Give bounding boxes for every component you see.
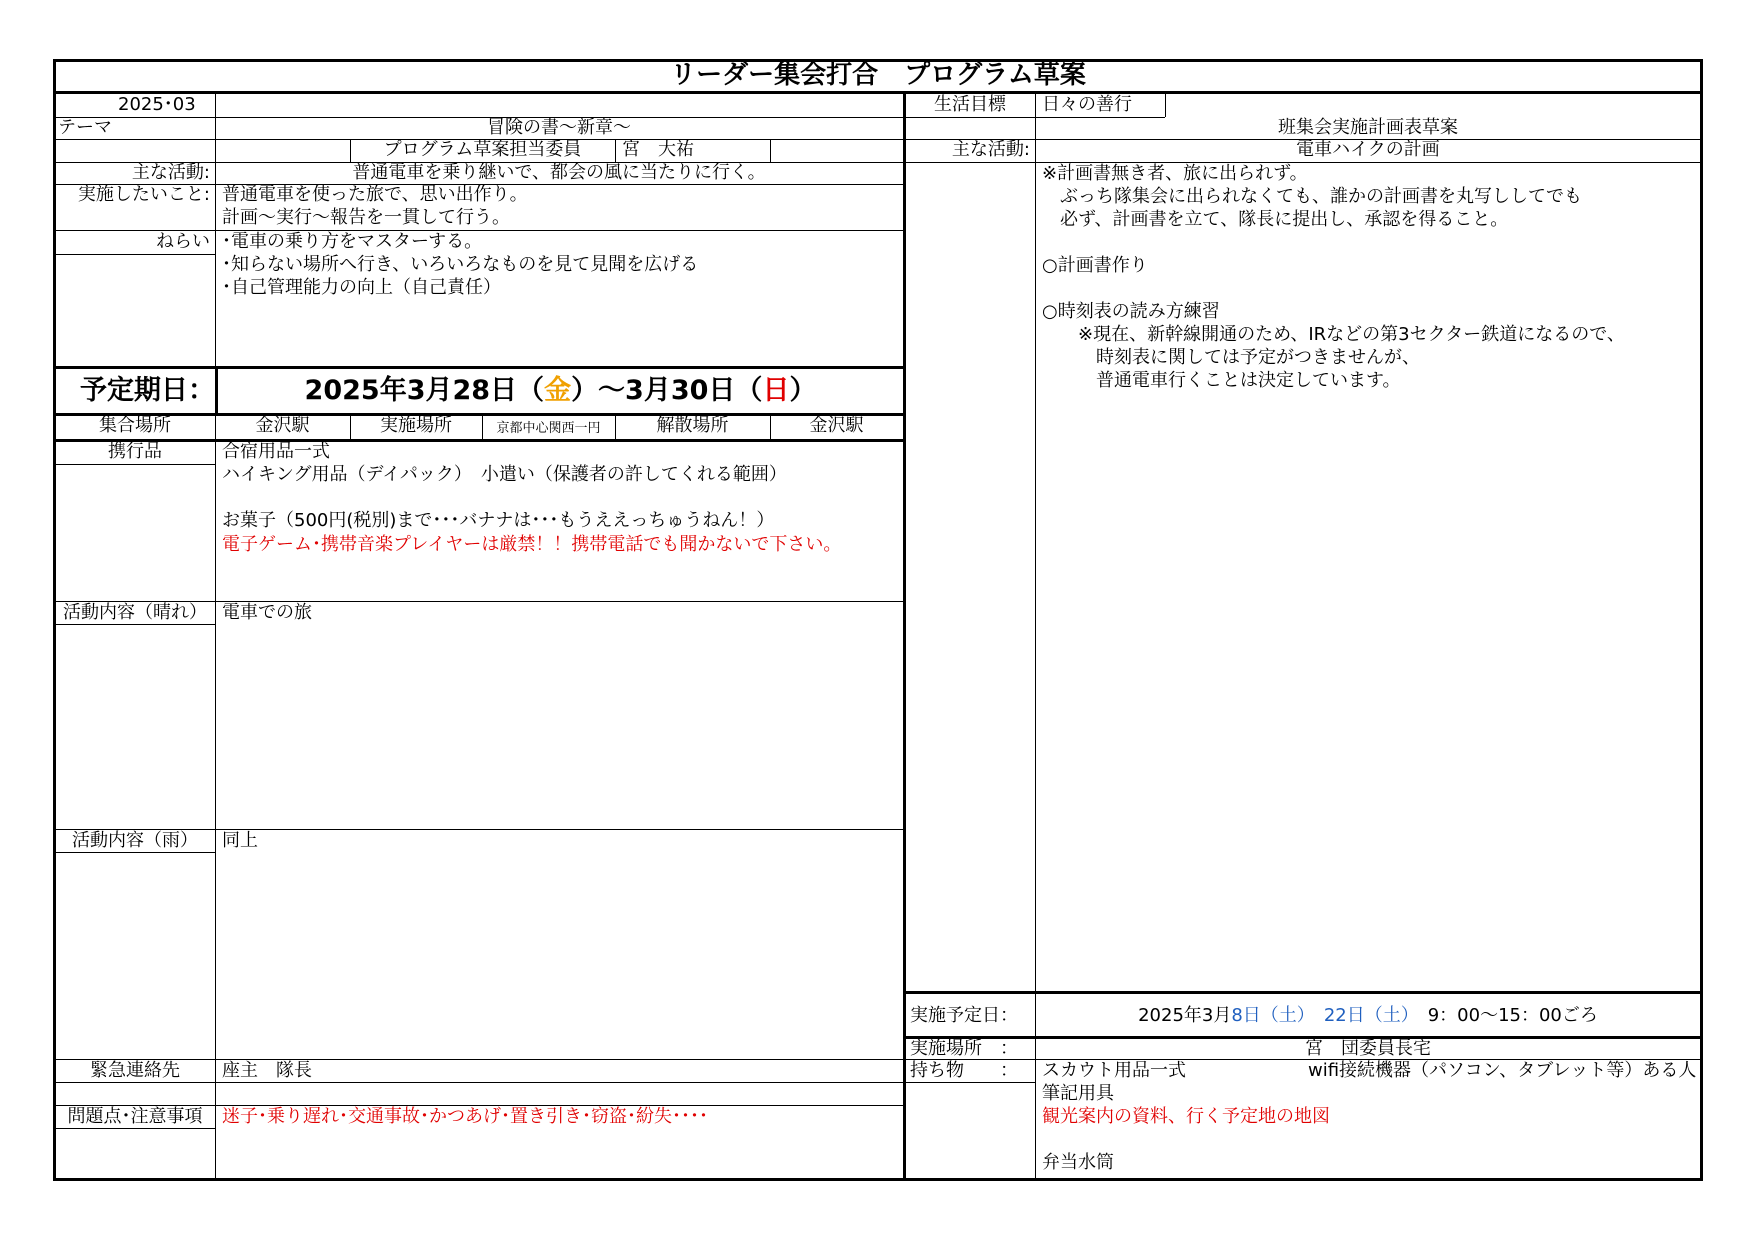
schedule-value: 2025年3月28日（金）～3月30日（日）	[304, 375, 817, 406]
rule	[1165, 93, 1166, 117]
year-month: 2025･03	[118, 94, 196, 115]
items-warning: 電子ゲーム･携帯音楽プレイヤーは厳禁！！携帯電話でも聞かないで下さい。	[222, 534, 842, 555]
gather-value: 金沢駅	[255, 415, 310, 436]
items-label: 携行品	[108, 441, 162, 462]
rule	[905, 117, 1035, 118]
note-line: 時刻表に関しては予定がつきませんが、	[1042, 347, 1420, 368]
rule	[55, 1128, 215, 1129]
right-main-activity-label: 主な活動:	[951, 139, 1030, 160]
issues-label: 問題点･注意事項	[67, 1106, 203, 1127]
plan-title: 班集会実施計画表草案	[1278, 117, 1458, 138]
sunny-value: 電車での旅	[222, 602, 312, 623]
aim-line: ･自己管理能力の向上（自己責任）	[222, 277, 501, 298]
bring-item: 筆記用具	[1042, 1083, 1114, 1104]
page-title: リーダー集会打合 プログラム草案	[670, 60, 1086, 90]
bring-item: wifi接続機器（パソコン、タブレット等）ある人	[1308, 1060, 1697, 1081]
rule	[55, 624, 215, 625]
note-line: 必ず、計画書を立て、隊長に提出し、承認を得ること。	[1042, 209, 1509, 230]
note-line: ※現在、新幹線開通のため、IRなどの第3セクター鉄道になるので、	[1042, 324, 1625, 345]
rule	[615, 139, 616, 162]
rain-label: 活動内容（雨）	[72, 830, 198, 851]
rule	[53, 91, 1703, 94]
emergency-label: 緊急連絡先	[90, 1060, 180, 1081]
theme-label: テーマ	[58, 117, 112, 138]
planner-name: 宮 大祐	[622, 139, 694, 160]
issues-value: 迷子･乗り遅れ･交通事故･かつあげ･置き引き･窃盗･紛失････	[222, 1106, 708, 1127]
rule	[215, 93, 216, 1179]
rule	[905, 991, 1701, 994]
place-label: 実施場所 ：	[910, 1038, 1018, 1059]
items-line: 合宿用品一式	[222, 441, 330, 462]
aim-line: ･電車の乗り方をマスターする。	[222, 231, 483, 252]
note-line: 普通電車行くことは決定しています。	[1042, 370, 1401, 391]
sunny-label: 活動内容（晴れ）	[63, 602, 207, 623]
dismiss-label: 解散場所	[656, 415, 729, 436]
gather-label: 集合場所	[99, 415, 171, 436]
note-line: ぶっち隊集会に出られなくても、誰かの計画書を丸写ししてでも	[1042, 186, 1582, 207]
life-goal-label: 生活目標	[934, 94, 1006, 115]
date-label: 実施予定日：	[910, 1005, 1018, 1026]
dismiss-value: 金沢駅	[809, 415, 864, 436]
rule	[903, 93, 906, 1179]
rule	[770, 139, 771, 162]
right-main-activity-value: 電車ハイクの計画	[1296, 139, 1440, 160]
rule	[55, 852, 215, 853]
bring-item: スカウト用品一式	[1042, 1060, 1186, 1081]
aim-label: ねらい	[156, 231, 210, 252]
rule	[905, 1082, 1035, 1083]
rule	[55, 366, 905, 369]
wish-line: 普通電車を使った旅で、思い出作り。	[222, 184, 528, 205]
items-line: お菓子（500円(税別)まで･･･バナナは･･･もうええっちゅうねん！）	[222, 510, 775, 531]
note-line: ○時刻表の読み方練習	[1042, 301, 1220, 322]
emergency-value: 座主 隊長	[222, 1060, 312, 1081]
bring-item: 弁当水筒	[1042, 1152, 1114, 1173]
place-value: 宮 団委員長宅	[1305, 1038, 1431, 1059]
venue-label: 実施場所	[380, 415, 452, 436]
rain-value: 同上	[222, 830, 258, 851]
planner-label: プログラム草案担当委員	[383, 139, 582, 160]
wish-line: 計画～実行～報告を一貫して行う。	[222, 207, 510, 228]
schedule-label: 予定期日：	[80, 375, 215, 406]
aim-line: ･知らない場所へ行き、いろいろなものを見て見聞を広げる	[222, 254, 699, 275]
rule	[55, 1082, 905, 1083]
date-value: 2025年3月8日（土） 22日（土） 9：00～15：00ごろ	[1138, 1005, 1598, 1026]
main-activity-value: 普通電車を乗り継いで、都会の風に当たりに行く。	[352, 162, 766, 183]
bring-item: 観光案内の資料、行く予定地の地図	[1042, 1106, 1330, 1127]
rule	[55, 464, 215, 465]
note-line: ※計画書無き者、旅に出られず。	[1042, 163, 1308, 184]
note-line: ○計画書作り	[1042, 255, 1148, 276]
wish-label: 実施したいこと:	[77, 184, 210, 205]
items-line: ハイキング用品（デイパック） 小遣い（保護者の許してくれる範囲）	[222, 464, 787, 485]
venue-value: 京都中心関西一円	[496, 421, 601, 436]
rule	[55, 254, 215, 255]
theme-value: 冒険の書～新章～	[487, 117, 631, 138]
main-activity-label: 主な活動:	[131, 162, 210, 183]
bring-label: 持ち物 ：	[910, 1060, 1018, 1081]
life-goal-value: 日々の善行	[1042, 94, 1132, 115]
